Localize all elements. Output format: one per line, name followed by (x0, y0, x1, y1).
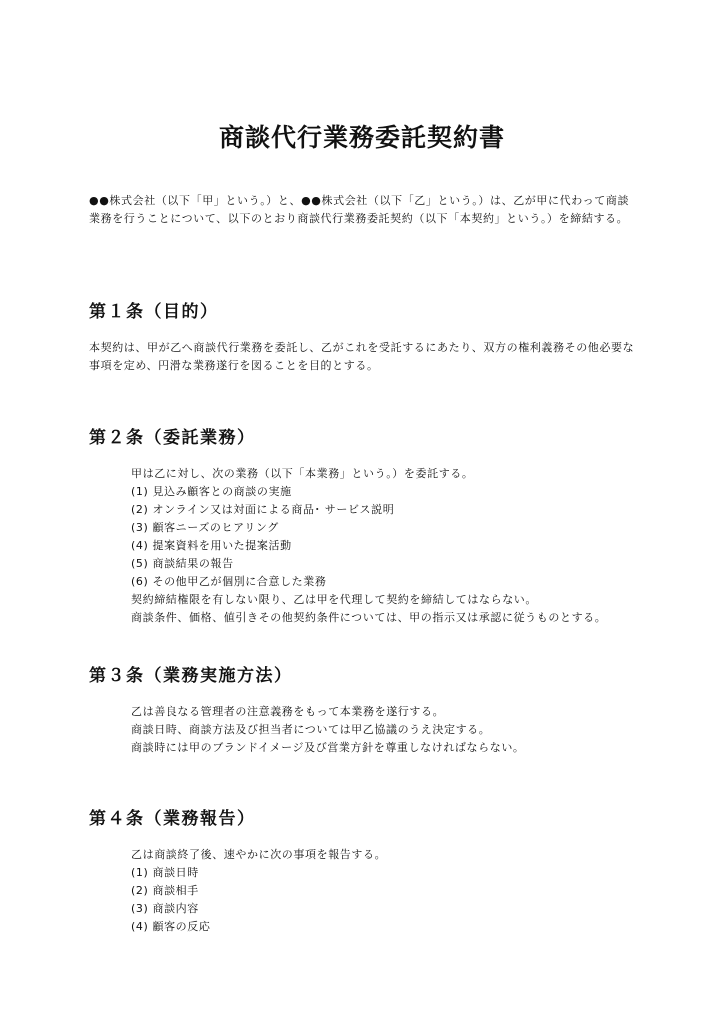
article-4-heading: 第４条（業務報告） (89, 809, 256, 829)
article-4-item: (2) 商談相手 (131, 884, 199, 897)
article-1-heading: 第１条（目的） (89, 302, 219, 322)
article-2-item: (3) 顧客ニーズのヒアリング (131, 521, 279, 534)
article-2-line: 契約締結権限を有しない限り、乙は甲を代理して契約を締結してはならない。 (131, 593, 537, 606)
article-2 (89, 426, 649, 627)
article-4-line: 乙は商談終了後、速やかに次の事項を報告する。 (131, 848, 387, 861)
article-2-item: (2) オンライン又は対面による商品･ サービス説明 (131, 503, 395, 516)
document-title: 商談代行業務委託契約書 (218, 123, 505, 152)
article-1 (89, 300, 649, 375)
article-1-body: 本契約は、甲が乙へ商談代行業務を委託し、乙がこれを受託するにあたり、双方の権利義務その他必要な事項を定め、円滑な業務遂行を図ることを目的とする。 (89, 341, 635, 372)
article-3-line: 商談日時、商談方法及び担当者については甲乙協議のうえ決定する。 (131, 723, 491, 736)
article-3-line: 乙は善良なる管理者の注意義務をもって本業務を遂行する。 (131, 705, 445, 718)
article-4-item: (1) 商談日時 (131, 866, 199, 879)
article-2-item: (6) その他甲乙が個別に合意した業務 (131, 575, 327, 588)
article-4 (89, 807, 649, 936)
article-2-item: (4) 提案資料を用いた提案活動 (131, 539, 292, 552)
article-4-item: (3) 商談内容 (131, 902, 199, 915)
article-4-body (89, 846, 649, 936)
article-3-line: 商談時には甲のブランドイメージ及び営業方針を尊重しなければならない。 (131, 741, 525, 754)
article-3-heading: 第３条（業務実施方法） (89, 666, 293, 686)
article-2-body (89, 465, 649, 627)
article-2-heading: 第２条（委託業務） (89, 428, 256, 448)
article-2-item: (5) 商談結果の報告 (131, 557, 234, 570)
article-2-line: 甲は乙に対し、次の業務（以下「本業務」という。）を委託する。 (131, 467, 474, 480)
article-3-body (89, 703, 649, 757)
article-2-item: (1) 見込み顧客との商談の実施 (131, 485, 292, 498)
article-2-line: 商談条件、価格、値引きその他契約条件については、甲の指示又は承認に従うものとする。 (131, 611, 607, 624)
article-3 (89, 664, 649, 757)
intro-paragraph: ●●株式会社（以下「甲」という。）と、●●株式会社（以下「乙」という。）は、乙が甲に代わって商談業務を行うことについて、以下のとおり商談代行業務委託契約（以下「本契約」という。）を締結する。 (89, 194, 630, 225)
article-4-item: (4) 顧客の反応 (131, 920, 211, 933)
